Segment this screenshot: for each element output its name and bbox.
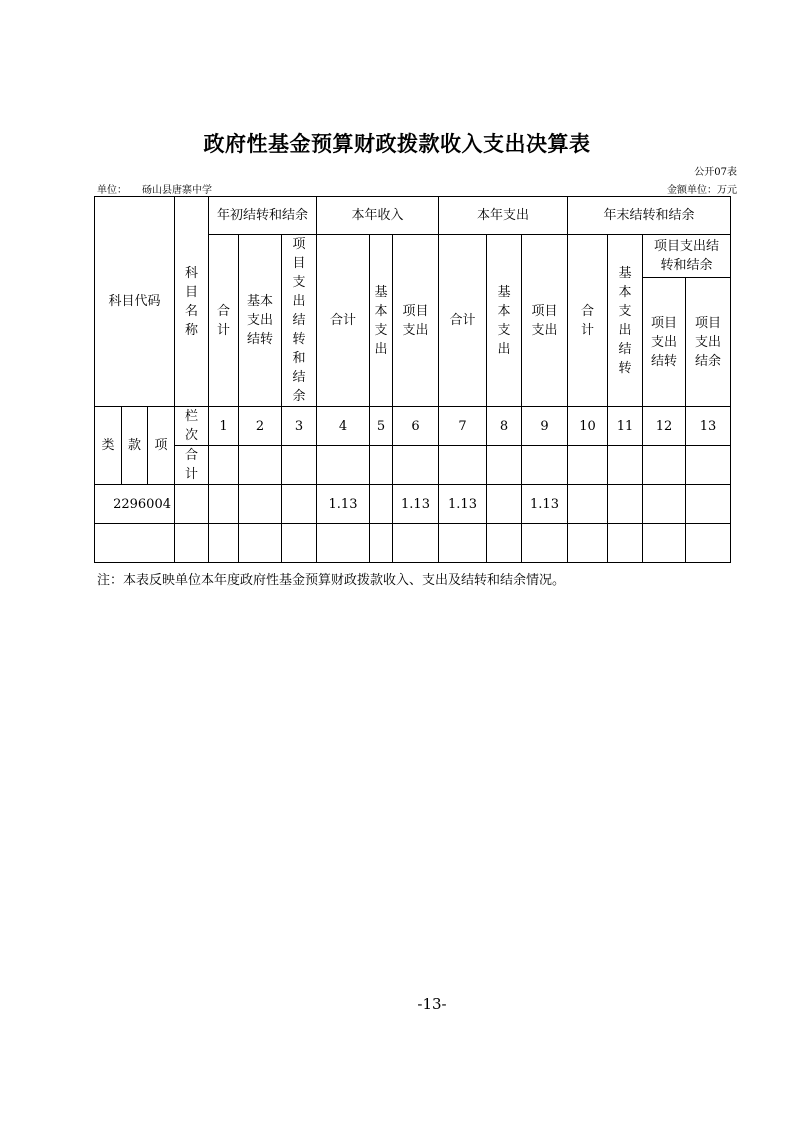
cell [487,524,522,563]
expense-total-value: 1.13 [439,485,487,524]
table-row [95,485,731,524]
cell [487,485,522,524]
col-number: 13 [686,407,731,446]
cell [95,524,175,563]
cell [239,446,282,485]
row-code: 2296004 [95,485,175,524]
cell [370,485,393,524]
expense-total-header: 合计 [439,235,487,407]
cell [522,524,568,563]
begin-total-header: 合计 [209,235,239,407]
expense-project-header: 项目支出 [522,235,568,407]
cell [568,524,608,563]
cell [643,485,686,524]
cat-lei-header: 类 [95,407,122,485]
cell [568,446,608,485]
subject-code-header: 科目代码 [95,197,175,407]
page-title: 政府性基金预算财政拨款收入支出决算表 [203,132,591,156]
col-number: 12 [643,407,686,446]
income-header: 本年收入 [317,197,439,235]
expense-header: 本年支出 [439,197,568,235]
col-number: 9 [522,407,568,446]
cell [317,524,370,563]
cell [643,446,686,485]
income-project-header: 项目支出 [393,235,439,407]
cell [686,446,731,485]
cell [209,446,239,485]
begin-project-header: 项目支出结转和结余 [282,235,317,407]
end-project-carry-header: 项目支出结转 [643,278,686,407]
cell [175,524,209,563]
end-basic-carry-header: 基本支出结转 [608,235,643,407]
col-number: 8 [487,407,522,446]
cell [393,446,439,485]
col-number: 1 [209,407,239,446]
expense-basic-header: 基本支出 [487,235,522,407]
sum-row-label: 合计 [175,446,209,485]
cell [239,524,282,563]
end-balance-header: 年末结转和结余 [568,197,731,235]
cat-xiang-header: 项 [148,407,175,485]
col-index-label: 栏次 [175,407,209,446]
cell [439,446,487,485]
cell [487,446,522,485]
begin-balance-header: 年初结转和结余 [209,197,317,235]
cell [175,485,209,524]
page-number: -13- [417,995,447,1013]
cell [643,524,686,563]
col-number: 10 [568,407,608,446]
cell [370,446,393,485]
cell [209,524,239,563]
cell [568,485,608,524]
cell [282,524,317,563]
begin-basic-carry-header: 基本支出结转 [239,235,282,407]
cell [608,524,643,563]
col-number: 6 [393,407,439,446]
unit-name: 砀山县唐寨中学 [142,185,212,196]
col-number: 7 [439,407,487,446]
table-row [95,524,731,563]
end-project-group-header: 项目支出结转和结余 [643,235,731,278]
cell [686,524,731,563]
cell [608,446,643,485]
cell [393,524,439,563]
amount-unit: 金额单位：万元 [667,185,737,196]
col-number: 2 [239,407,282,446]
table-note: 注：本表反映单位本年度政府性基金预算财政拨款收入、支出及结转和结余情况。 [97,573,566,588]
cell [608,485,643,524]
end-project-balance-header: 项目支出结余 [686,278,731,407]
unit-label: 单位： [97,185,127,196]
form-code: 公开07表 [694,167,737,178]
cell [239,485,282,524]
cell [522,446,568,485]
cell [317,446,370,485]
cell [209,485,239,524]
cat-kuan-header: 款 [122,407,148,485]
col-number: 5 [370,407,393,446]
income-total-header: 合计 [317,235,370,407]
cell [370,524,393,563]
col-number: 11 [608,407,643,446]
cell [686,485,731,524]
income-project-value: 1.13 [393,485,439,524]
expense-project-value: 1.13 [522,485,568,524]
budget-table [94,196,731,563]
end-total-header: 合计 [568,235,608,407]
col-number: 4 [317,407,370,446]
subject-name-header: 科目名称 [175,197,209,407]
col-number: 3 [282,407,317,446]
cell [439,524,487,563]
cell [282,446,317,485]
cell [282,485,317,524]
income-basic-header: 基本支出 [370,235,393,407]
income-total-value: 1.13 [317,485,370,524]
